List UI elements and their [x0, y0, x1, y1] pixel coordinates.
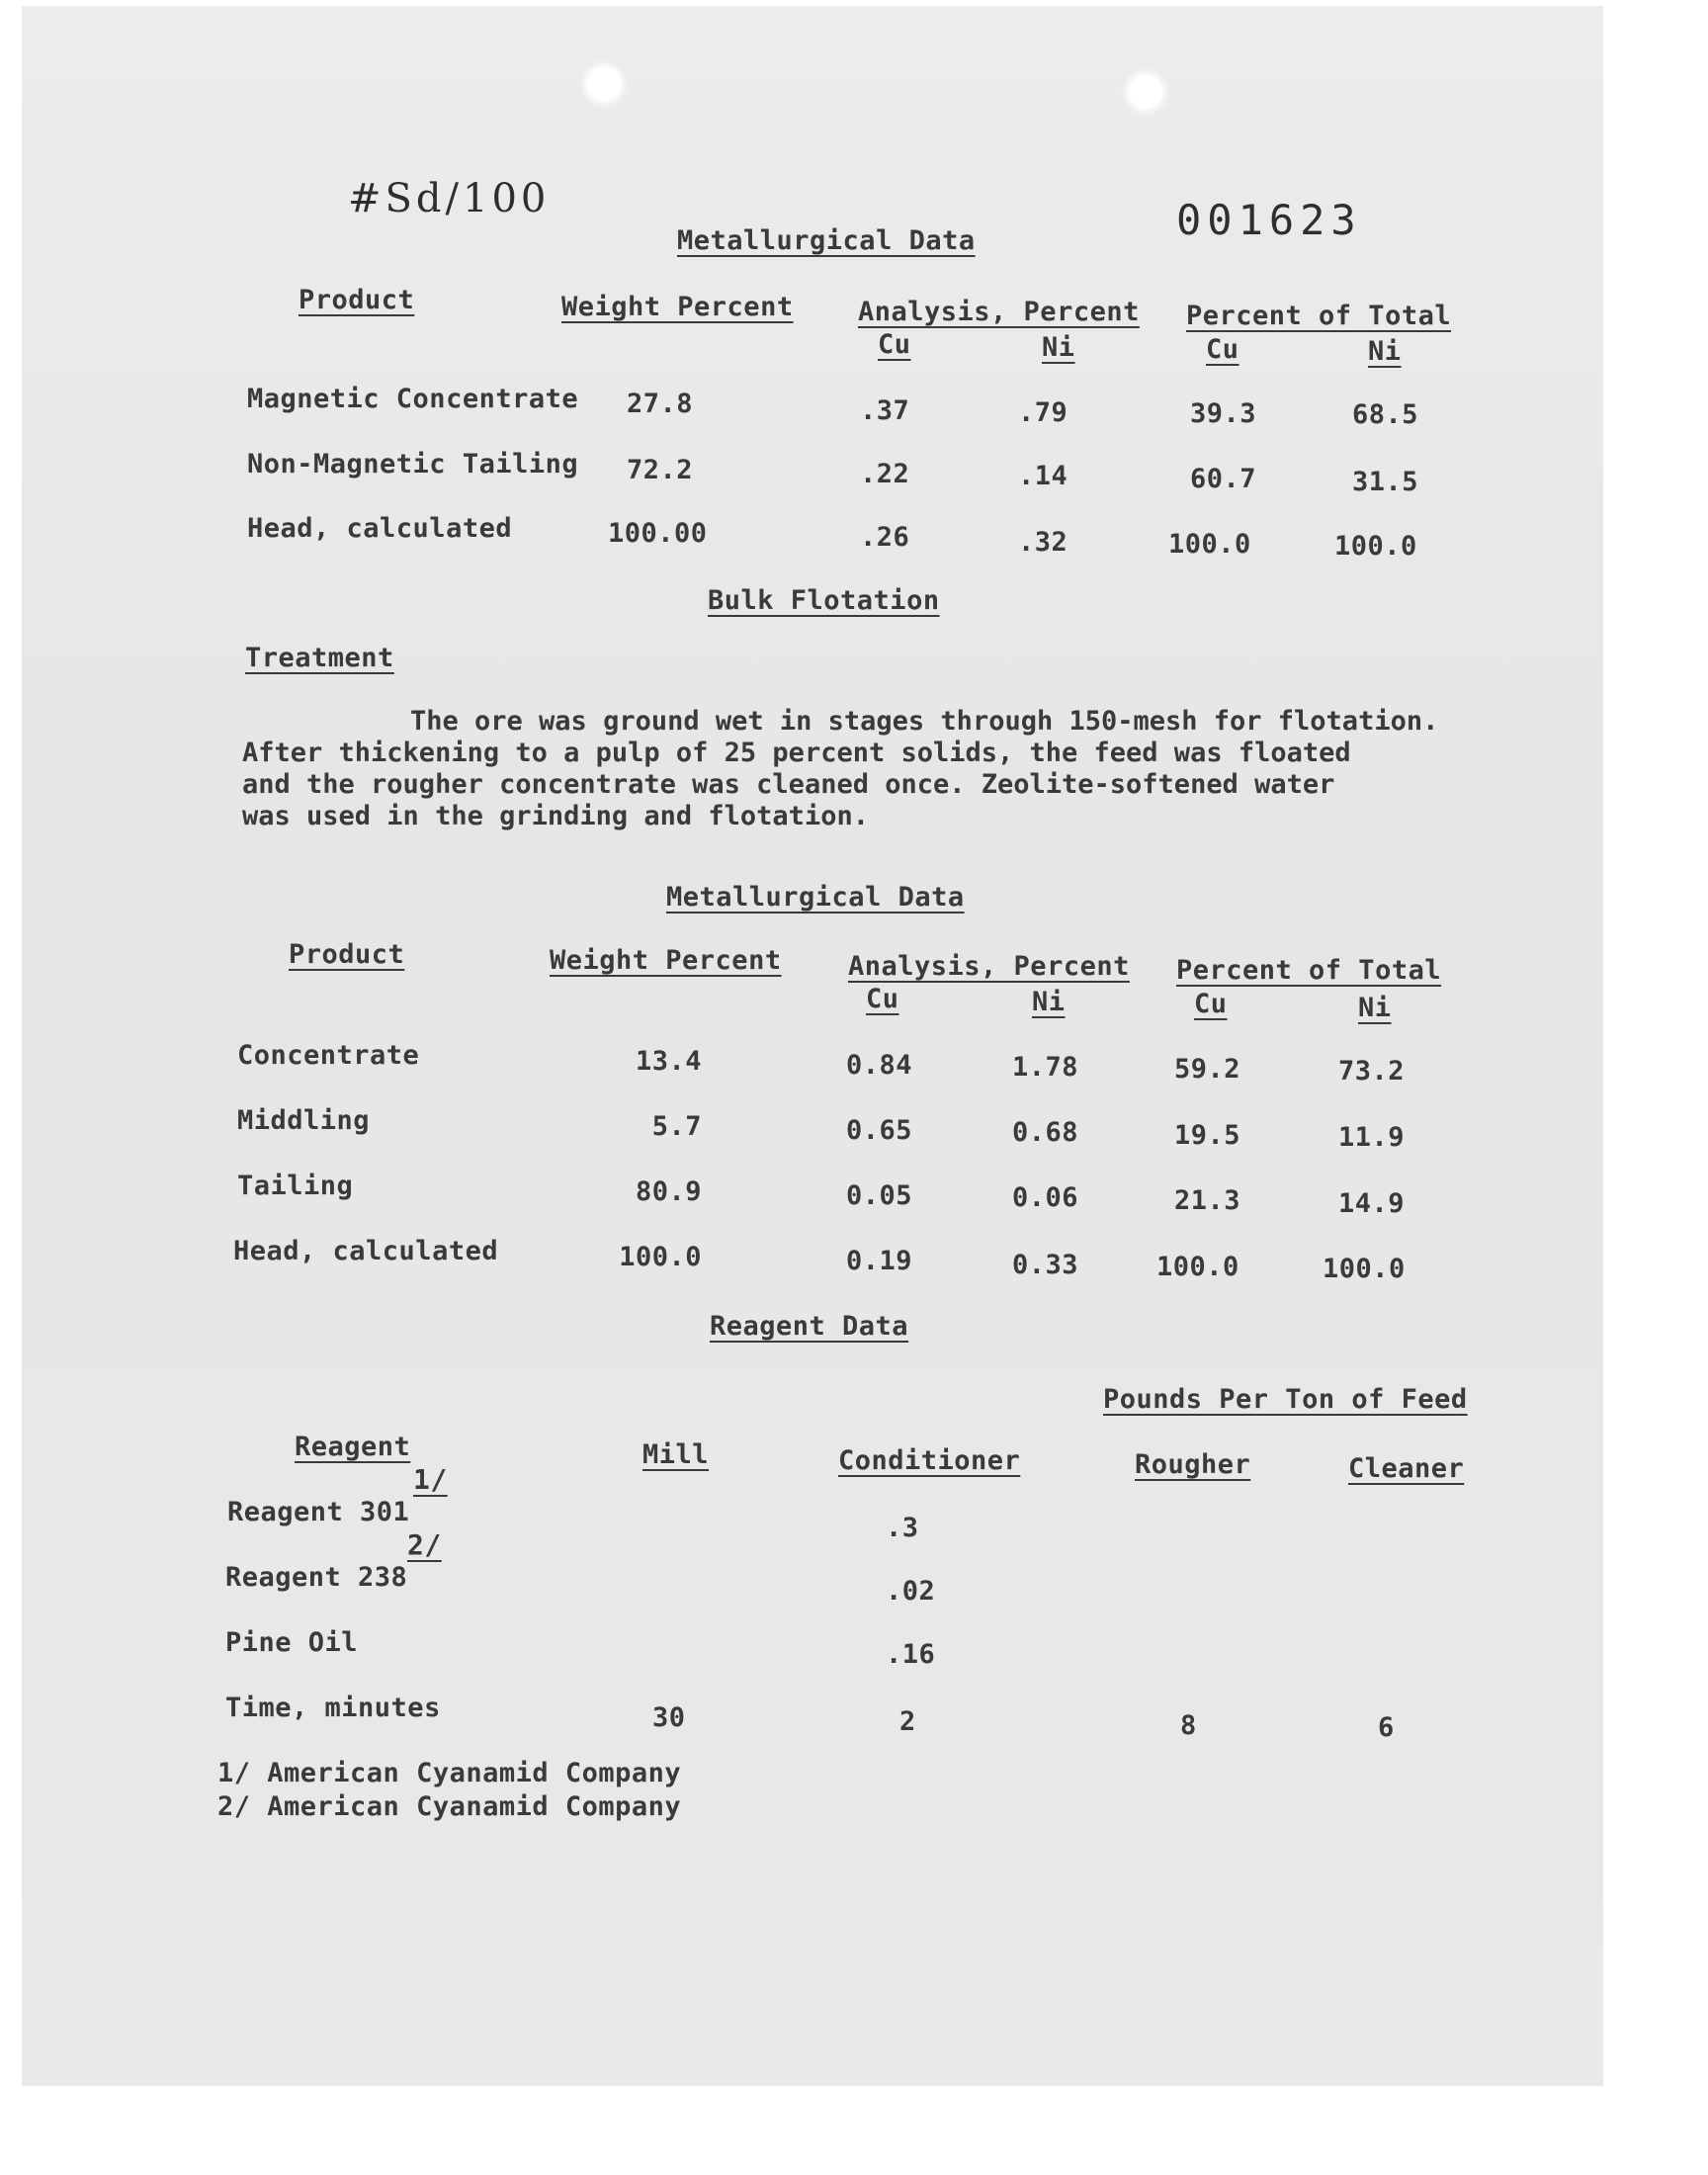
table1-header-analysis: Analysis, Percent	[858, 297, 1140, 327]
table1-cell-an-cu: .26	[860, 522, 910, 553]
table1-header-an-cu: Cu	[878, 329, 911, 360]
table2-cell-tot-ni: 73.2	[1338, 1056, 1406, 1087]
table2-header-tot-cu: Cu	[1194, 989, 1228, 1019]
table2-header-total: Percent of Total	[1176, 955, 1442, 986]
table2-cell-product: Concentrate	[237, 1040, 420, 1071]
reagent-row-conditioner: .02	[886, 1576, 936, 1607]
table1-cell-an-cu: .22	[860, 459, 910, 489]
reagent-row-name: Pine Oil	[225, 1627, 359, 1658]
table1-header-total: Percent of Total	[1186, 301, 1452, 331]
table2-cell-tot-cu: 21.3	[1174, 1185, 1241, 1216]
table1-cell-tot-cu: 100.0	[1168, 529, 1251, 560]
table2-cell-an-ni: 0.33	[1012, 1250, 1079, 1280]
table2-cell-product: Middling	[237, 1105, 371, 1136]
table2-cell-tot-ni: 14.9	[1338, 1188, 1406, 1219]
table1-cell-tot-ni: 68.5	[1352, 399, 1419, 430]
table2-cell-tot-ni: 100.0	[1323, 1254, 1406, 1284]
table2-header-analysis: Analysis, Percent	[848, 951, 1130, 982]
table2-title: Metallurgical Data	[666, 882, 965, 913]
table1-cell-weight: 27.8	[627, 389, 694, 419]
table1-cell-product: Head, calculated	[247, 513, 513, 544]
table2-cell-an-ni: 1.78	[1012, 1052, 1079, 1083]
table2-cell-tot-ni: 11.9	[1338, 1122, 1406, 1153]
table1-cell-tot-ni: 31.5	[1352, 467, 1419, 497]
table2-cell-an-cu: 0.19	[846, 1246, 913, 1276]
footnote: 2/ American Cyanamid Company	[217, 1791, 682, 1822]
table1-cell-an-ni: .32	[1018, 527, 1068, 558]
table2-cell-an-ni: 0.06	[1012, 1182, 1079, 1213]
reagent-row-conditioner: .16	[886, 1639, 936, 1670]
table1-cell-product: Magnetic Concentrate	[247, 384, 579, 414]
table2-cell-product: Head, calculated	[233, 1236, 499, 1266]
treatment-heading: Treatment	[245, 643, 394, 673]
treatment-paragraph	[242, 706, 1438, 832]
table2-cell-tot-cu: 59.2	[1174, 1054, 1241, 1085]
table1-header-weight: Weight Percent	[561, 292, 794, 322]
table1-cell-an-cu: .37	[860, 395, 910, 426]
table2-header-product: Product	[289, 939, 405, 970]
table1-title: Metallurgical Data	[677, 225, 976, 256]
pounds-per-ton-header: Pounds Per Ton of Feed	[1103, 1384, 1468, 1415]
table1-header-tot-cu: Cu	[1206, 334, 1239, 365]
reagent-footnote-marker: 1/	[413, 1463, 448, 1496]
reagent-row-rougher: 8	[1180, 1710, 1197, 1741]
table2-header-tot-ni: Ni	[1358, 993, 1392, 1023]
table2-header-weight: Weight Percent	[550, 945, 782, 976]
handwritten-file-number: #Sd/100	[348, 176, 551, 221]
punch-hole	[587, 67, 621, 101]
table2-cell-weight: 100.0	[619, 1242, 702, 1272]
table1-cell-product: Non-Magnetic Tailing	[247, 449, 579, 479]
punch-hole	[1129, 75, 1162, 109]
table2-cell-weight: 80.9	[635, 1176, 702, 1207]
table1-cell-tot-cu: 60.7	[1190, 464, 1257, 494]
treatment-line: and the rougher concentrate was cleaned once. Zeolite-softened water	[242, 769, 1335, 800]
table2-cell-an-cu: 0.05	[846, 1180, 913, 1211]
treatment-line: The ore was ground wet in stages through 150-mesh for flotation.	[410, 706, 1439, 737]
stamped-page-number: 001623	[1176, 196, 1362, 244]
table1-cell-weight: 100.00	[608, 518, 708, 549]
reagent-row-name: Time, minutes	[225, 1693, 441, 1723]
reagent-header-cleaner: Cleaner	[1348, 1453, 1465, 1484]
reagent-header-reagent: Reagent	[295, 1432, 411, 1462]
reagent-title: Reagent Data	[710, 1311, 909, 1342]
table2-cell-product: Tailing	[237, 1171, 354, 1201]
reagent-row-conditioner: .3	[886, 1513, 919, 1543]
reagent-header-rougher: Rougher	[1135, 1449, 1251, 1480]
reagent-row-name: Reagent 238	[225, 1562, 408, 1593]
reagent-row-name: Reagent 301	[227, 1497, 410, 1527]
reagent-header-conditioner: Conditioner	[838, 1445, 1021, 1476]
table2-header-an-cu: Cu	[866, 984, 899, 1014]
footnote: 1/ American Cyanamid Company	[217, 1758, 682, 1788]
reagent-row-mill: 30	[652, 1702, 686, 1733]
table2-cell-an-cu: 0.84	[846, 1050, 913, 1081]
reagent-header-mill: Mill	[642, 1439, 710, 1470]
table2-cell-tot-cu: 19.5	[1174, 1120, 1241, 1151]
reagent-row-conditioner: 2	[899, 1706, 916, 1737]
table1-cell-an-ni: .14	[1018, 461, 1068, 491]
table2-cell-an-ni: 0.68	[1012, 1117, 1079, 1148]
table1-cell-an-ni: .79	[1018, 397, 1068, 428]
table1-header-product: Product	[299, 285, 415, 315]
table1-cell-tot-cu: 39.3	[1190, 398, 1257, 429]
table2-cell-weight: 13.4	[635, 1046, 702, 1077]
section-title: Bulk Flotation	[708, 585, 940, 616]
table1-header-an-ni: Ni	[1042, 332, 1075, 363]
reagent-row-cleaner: 6	[1378, 1712, 1395, 1743]
table2-cell-weight: 5.7	[651, 1111, 702, 1142]
treatment-line: After thickening to a pulp of 25 percent solids, the feed was floated	[242, 738, 1351, 768]
table2-cell-tot-cu: 100.0	[1156, 1252, 1239, 1282]
treatment-line: was used in the grinding and flotation.	[242, 801, 869, 831]
table2-header-an-ni: Ni	[1032, 987, 1066, 1017]
table2-cell-an-cu: 0.65	[846, 1115, 913, 1146]
reagent-footnote-marker: 2/	[407, 1528, 442, 1561]
table1-cell-tot-ni: 100.0	[1334, 531, 1417, 562]
table1-header-tot-ni: Ni	[1368, 336, 1402, 367]
table1-cell-weight: 72.2	[627, 455, 694, 485]
